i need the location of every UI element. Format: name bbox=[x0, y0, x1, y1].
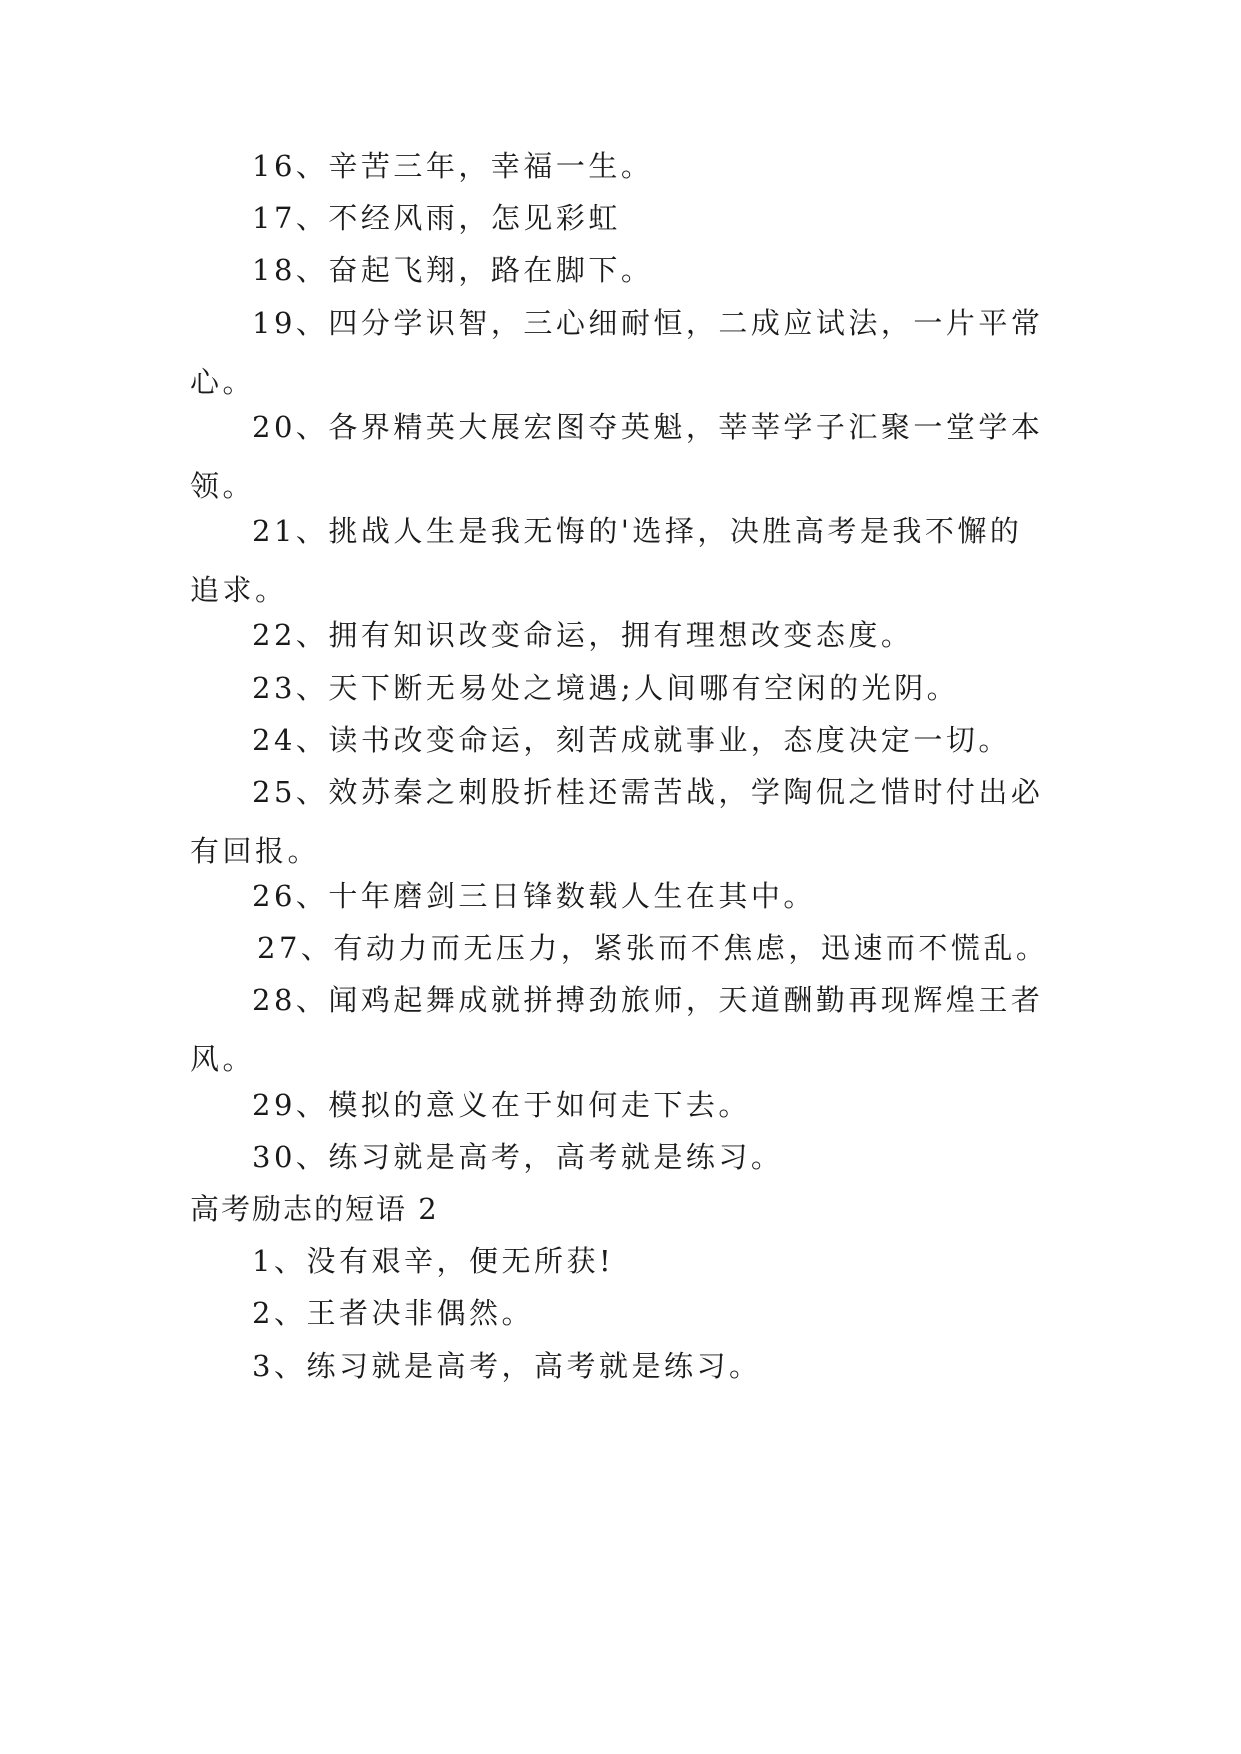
list-item: 18、奋起飞翔，路在脚下。 bbox=[252, 253, 654, 287]
list-item: 17、不经风雨，怎见彩虹 bbox=[252, 201, 621, 235]
list-item: 28、闻鸡起舞成就拼搏劲旅师，天道酬勤再现辉煌王者风。 bbox=[190, 983, 1044, 1076]
list-item: 3、练习就是高考，高考就是练习。 bbox=[252, 1349, 762, 1383]
list-item: 22、拥有知识改变命运，拥有理想改变态度。 bbox=[252, 618, 914, 652]
section-heading: 高考励志的短语 2 bbox=[190, 1192, 439, 1226]
list-item: 1、没有艰辛，便无所获! bbox=[252, 1244, 615, 1278]
list-item: 27、有动力而无压力，紧张而不焦虑，迅速而不慌乱。 bbox=[257, 931, 1049, 965]
list-item: 19、四分学识智，三心细耐恒，二成应试法，一片平常心。 bbox=[190, 306, 1044, 399]
list-item: 2、王者决非偶然。 bbox=[252, 1296, 534, 1330]
list-item: 26、十年磨剑三日锋数载人生在其中。 bbox=[252, 879, 816, 913]
list-item: 21、挑战人生是我无悔的'选择，决胜高考是我不懈的追求。 bbox=[190, 514, 1023, 607]
list-item: 16、辛苦三年，幸福一生。 bbox=[252, 149, 654, 183]
list-item: 20、各界精英大展宏图夺英魁，莘莘学子汇聚一堂学本领。 bbox=[190, 410, 1044, 503]
list-item: 24、读书改变命运，刻苦成就事业，态度决定一切。 bbox=[252, 723, 1011, 757]
list-item: 23、天下断无易处之境遇;人间哪有空闲的光阴。 bbox=[252, 671, 960, 705]
list-item: 25、效苏秦之刺股折桂还需苦战，学陶侃之惜时付出必有回报。 bbox=[190, 775, 1044, 868]
list-item: 29、模拟的意义在于如何走下去。 bbox=[252, 1088, 751, 1122]
list-item: 30、练习就是高考，高考就是练习。 bbox=[252, 1140, 784, 1174]
